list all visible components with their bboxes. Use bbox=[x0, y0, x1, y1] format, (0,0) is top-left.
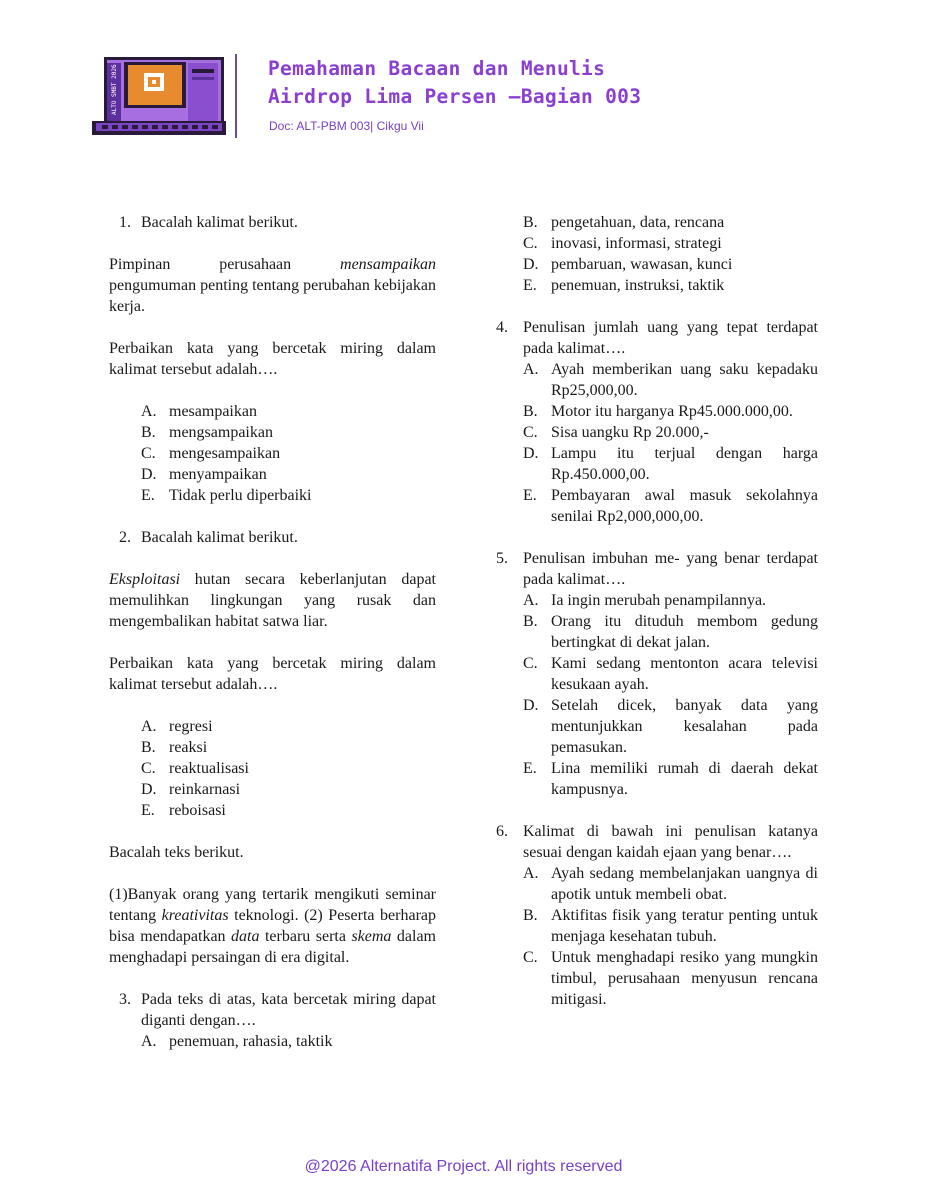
option-item[interactable]: D. Lampu itu terjual dengan harga Rp.450.000,00. bbox=[523, 445, 818, 483]
question-prompt: Pada teks di atas, kata bercetak miring dapat diganti dengan…. bbox=[141, 991, 436, 1029]
italic-word: kreativitas bbox=[161, 907, 229, 924]
option-item[interactable]: A. Ia ingin merubah penampilannya. bbox=[523, 592, 767, 609]
question-2-header bbox=[109, 527, 436, 548]
question-4-options bbox=[496, 359, 818, 527]
title-line-2: Airdrop Lima Persen –Bagian 003 bbox=[268, 85, 642, 108]
option-item[interactable]: B. Aktifitas fisik yang teratur penting untuk menjaga kesehatan tubuh. bbox=[523, 907, 818, 945]
question-3-header bbox=[109, 989, 436, 1031]
option-item[interactable]: E. penemuan, instruksi, taktik bbox=[523, 277, 725, 294]
question-6-options bbox=[496, 863, 818, 1010]
option-item[interactable]: E. Lina memiliki rumah di daerah dekat kampusnya. bbox=[523, 760, 818, 798]
option-item[interactable]: A. regresi bbox=[141, 718, 213, 735]
option-item[interactable]: A. Ayah sedang membelanjakan uangnya di apotik untuk membeli obat. bbox=[523, 865, 818, 903]
retro-computer-logo bbox=[92, 55, 226, 135]
header-divider bbox=[235, 54, 237, 138]
passage-text: (1)Banyak orang yang tertarik mengikuti seminar tentang kreativitas teknologi. (2) Peserta berharap bisa mendapatkan data terbaru serta skema dalam menghadapi persaingan di era digital. bbox=[109, 886, 437, 966]
option-item[interactable]: D. Setelah dicek, banyak data yang mentunjukkan kesalahan pada pemasukan. bbox=[523, 697, 818, 756]
question-prompt: Bacalah kalimat berikut. bbox=[141, 529, 298, 546]
question-2-options bbox=[109, 716, 436, 821]
question-number: 5. bbox=[496, 550, 508, 567]
option-item[interactable]: B. pengetahuan, data, rencana bbox=[523, 214, 725, 231]
right-column bbox=[496, 212, 818, 1010]
question-number: 1. bbox=[119, 214, 131, 231]
question-number: 3. bbox=[119, 991, 131, 1008]
left-column bbox=[109, 212, 436, 1052]
option-item[interactable]: B. Motor itu harganya Rp45.000.000,00. bbox=[523, 403, 793, 420]
page-title bbox=[268, 55, 641, 111]
option-item[interactable]: C. Untuk menghadapi resiko yang mungkin timbul, perusahaan menyusun rencana mitigasi. bbox=[523, 949, 818, 1008]
question-3-options-part1 bbox=[109, 1031, 436, 1052]
question-2-sentence: Eksploitasi hutan secara keberlanjutan dapat memulihkan lingkungan yang rusak dan mengembalikan habitat satwa liar. bbox=[109, 571, 436, 630]
question-1-options bbox=[109, 401, 436, 506]
logo-text: ALTO SMBT 2026 bbox=[111, 64, 118, 115]
option-item[interactable]: C. mengesampaikan bbox=[141, 445, 281, 462]
question-prompt: Penulisan jumlah uang yang tepat terdapat pada kalimat…. bbox=[523, 319, 818, 357]
option-item[interactable]: C. Kami sedang mentonton acara televisi kesukaan ayah. bbox=[523, 655, 818, 693]
question-prompt: Penulisan imbuhan me- yang benar terdapat pada kalimat…. bbox=[523, 550, 818, 588]
option-item[interactable]: E. reboisasi bbox=[141, 802, 226, 819]
copyright-footer: @2026 Alternatifa Project. All rights reserved bbox=[304, 1158, 623, 1175]
italic-word: Eksploitasi bbox=[109, 571, 181, 588]
question-number: 2. bbox=[119, 529, 131, 546]
doc-meta: Doc: ALT-PBM 003| Cikgu Vii bbox=[269, 119, 424, 133]
question-3-options-part2 bbox=[496, 212, 818, 296]
option-item[interactable]: C. inovasi, informasi, strategi bbox=[523, 235, 722, 252]
option-item[interactable]: D. reinkarnasi bbox=[141, 781, 241, 798]
option-item[interactable]: C. reaktualisasi bbox=[141, 760, 249, 777]
question-prompt: Bacalah kalimat berikut. bbox=[141, 214, 298, 231]
italic-word: skema bbox=[351, 928, 392, 945]
question-2-question: Perbaikan kata yang bercetak miring dalam kalimat tersebut adalah…. bbox=[109, 655, 436, 693]
option-item[interactable]: A. mesampaikan bbox=[141, 403, 257, 420]
option-item[interactable]: C. Sisa uangku Rp 20.000,- bbox=[523, 424, 709, 441]
question-1-header bbox=[109, 212, 436, 233]
question-5-options bbox=[496, 590, 818, 800]
option-item[interactable]: D. pembaruan, wawasan, kunci bbox=[523, 256, 733, 273]
title-line-1: Pemahaman Bacaan dan Menulis bbox=[268, 57, 606, 80]
option-item[interactable]: E. Pembayaran awal masuk sekolahnya senilai Rp2,000,000,00. bbox=[523, 487, 818, 525]
question-6-header bbox=[496, 821, 818, 863]
option-item[interactable]: A. Ayah memberikan uang saku kepadaku Rp25,000,00. bbox=[523, 361, 818, 399]
question-1-sentence: Pimpinan perusahaan mensampaikan pengumuman penting tentang perubahan kebijakan kerja. bbox=[109, 256, 437, 315]
question-5-header bbox=[496, 548, 818, 590]
question-4-header bbox=[496, 317, 818, 359]
question-prompt: Kalimat di bawah ini penulisan katanya sesuai dengan kaidah ejaan yang benar…. bbox=[523, 823, 818, 861]
italic-word: data bbox=[231, 928, 260, 945]
passage-intro: Bacalah teks berikut. bbox=[109, 844, 244, 861]
option-item[interactable]: B. reaksi bbox=[141, 739, 208, 756]
option-item[interactable]: B. mengsampaikan bbox=[141, 424, 273, 441]
option-item[interactable]: A. penemuan, rahasia, taktik bbox=[141, 1033, 333, 1050]
option-item[interactable]: E. Tidak perlu diperbaiki bbox=[141, 487, 312, 504]
question-1-question: Perbaikan kata yang bercetak miring dalam kalimat tersebut adalah…. bbox=[109, 340, 436, 378]
question-number: 6. bbox=[496, 823, 508, 840]
italic-word: mensampaikan bbox=[340, 256, 436, 273]
question-number: 4. bbox=[496, 319, 508, 336]
option-item[interactable]: B. Orang itu dituduh membom gedung bertingkat di dekat jalan. bbox=[523, 613, 818, 651]
option-item[interactable]: D. menyampaikan bbox=[141, 466, 267, 483]
